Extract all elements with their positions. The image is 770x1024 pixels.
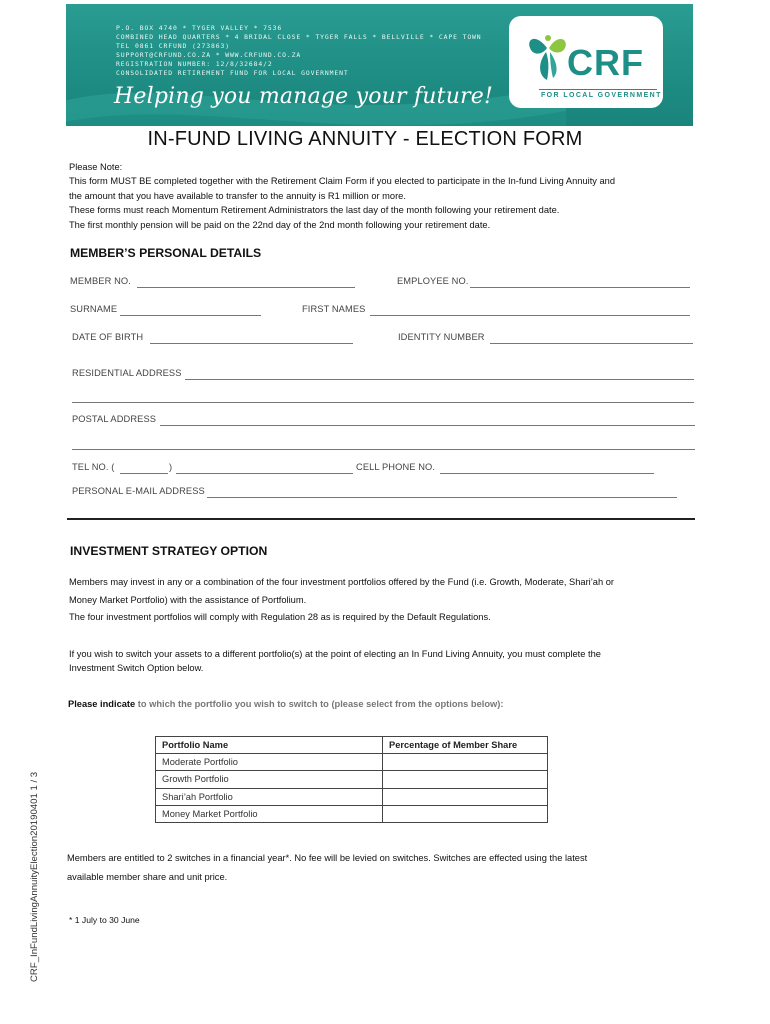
dob-label: DATE OF BIRTH bbox=[72, 332, 144, 342]
address-line: P.O. BOX 4740 * TYGER VALLEY * 7536 bbox=[116, 24, 283, 32]
percentage-input-cell[interactable] bbox=[383, 771, 548, 788]
switch-text: Investment Switch Option below. bbox=[69, 663, 204, 674]
member-no-field[interactable] bbox=[137, 287, 355, 288]
indicate-bold: Please indicate bbox=[68, 699, 136, 709]
switch-paragraph bbox=[69, 647, 709, 676]
note-line: the amount that you have available to transfer to the annuity is R1 million or more. bbox=[69, 190, 406, 201]
table-row bbox=[156, 771, 548, 788]
tel-close-paren: ) bbox=[169, 462, 173, 472]
entitlement-text: Members are entitled to 2 switches in a financial year*. No fee will be levied on switches. Switches are effected using the latest bbox=[67, 853, 588, 863]
portfolio-name-cell: Shari’ah Portfolio bbox=[156, 788, 383, 805]
page-title: IN-FUND LIVING ANNUITY - ELECTION FORM bbox=[147, 128, 583, 150]
switch-entitlement bbox=[67, 849, 717, 887]
portfolio-name-header: Portfolio Name bbox=[156, 737, 383, 754]
portfolio-name-cell: Money Market Portfolio bbox=[156, 805, 383, 822]
butterfly-logo-icon bbox=[525, 30, 571, 82]
address-line: COMBINED HEAD QUARTERS * 4 BRIDAL CLOSE * TYGER FALLS * BELLVILLE * CAPE TOWN bbox=[116, 33, 482, 41]
percentage-header: Percentage of Member Share bbox=[383, 737, 548, 754]
employee-no-field[interactable] bbox=[470, 287, 690, 288]
investment-text: Money Market Portfolio) with the assistance of Portfolium. bbox=[69, 594, 307, 605]
note-block bbox=[69, 160, 709, 232]
employee-no-label: EMPLOYEE NO. bbox=[397, 276, 469, 286]
note-heading: Please Note: bbox=[69, 162, 123, 172]
residential-address-field[interactable] bbox=[185, 379, 694, 380]
id-number-field[interactable] bbox=[490, 343, 693, 344]
cell-phone-label: CELL PHONE NO. bbox=[356, 462, 436, 472]
surname-label: SURNAME bbox=[70, 304, 118, 314]
percentage-input-cell[interactable] bbox=[383, 754, 548, 771]
portfolio-name-cell: Growth Portfolio bbox=[156, 771, 383, 788]
percentage-input-cell[interactable] bbox=[383, 805, 548, 822]
table-row bbox=[156, 754, 548, 771]
investment-paragraph bbox=[69, 574, 709, 627]
investment-text: Members may invest in any or a combination of the four investment portfolios offered by the Fund (i.e. Growth, Moderate, Shari’ah or bbox=[69, 577, 614, 587]
email-field[interactable] bbox=[207, 497, 677, 498]
tagline: Helping you manage your future! bbox=[114, 84, 494, 109]
personal-details-heading: MEMBER’S PERSONAL DETAILS bbox=[70, 246, 262, 260]
note-line: The first monthly pension will be paid on the 22nd day of the 2nd month following your retirement date. bbox=[69, 219, 491, 230]
indicate-instruction bbox=[68, 699, 503, 709]
address-line: REGISTRATION NUMBER: 12/8/32684/2 bbox=[116, 60, 273, 68]
surname-field[interactable] bbox=[120, 315, 261, 316]
tel-label: TEL NO. ( bbox=[72, 462, 115, 472]
table-row bbox=[156, 805, 548, 822]
cell-phone-field[interactable] bbox=[440, 473, 654, 474]
percentage-input-cell[interactable] bbox=[383, 788, 548, 805]
document-reference: CRF_InFundLivingAnnuityElection20190401 1 / 3 bbox=[29, 771, 40, 982]
crf-logo bbox=[509, 16, 663, 108]
email-label: PERSONAL E-MAIL ADDRESS bbox=[72, 486, 205, 496]
indicate-rest: to which the portfolio you wish to switch to (please select from the options below): bbox=[135, 699, 504, 709]
dob-field[interactable] bbox=[150, 343, 353, 344]
table-row bbox=[156, 788, 548, 805]
investment-text: The four investment portfolios will comply with Regulation 28 as is required by the Default Regulations. bbox=[69, 612, 491, 622]
id-number-label: IDENTITY NUMBER bbox=[398, 332, 485, 342]
postal-address-field-2[interactable] bbox=[72, 449, 695, 450]
note-line: This form MUST BE completed together with the Retirement Claim Form if you elected to participate in the In-fund Living Annuity and bbox=[69, 176, 616, 187]
address-line: SUPPORT@CRFUND.CO.ZA * WWW.CRFUND.CO.ZA bbox=[116, 51, 302, 59]
tel-number-field[interactable] bbox=[176, 473, 353, 474]
logo-subtitle: FOR LOCAL GOVERNMENT bbox=[541, 92, 662, 99]
member-no-label: MEMBER NO. bbox=[70, 276, 131, 286]
tel-area-code-field[interactable] bbox=[120, 473, 168, 474]
address-line: TEL 0861 CRFUND (273863) bbox=[116, 42, 230, 50]
footnote: * 1 July to 30 June bbox=[69, 915, 140, 925]
address-line: CONSOLIDATED RETIREMENT FUND FOR LOCAL GOVERNMENT bbox=[116, 69, 349, 77]
postal-address-field[interactable] bbox=[160, 425, 695, 426]
portfolio-name-cell: Moderate Portfolio bbox=[156, 754, 383, 771]
table-header-row bbox=[156, 737, 548, 754]
first-names-label: FIRST NAMES bbox=[302, 304, 366, 314]
postal-address-label: POSTAL ADDRESS bbox=[72, 414, 157, 424]
entitlement-text: available member share and unit price. bbox=[67, 872, 228, 882]
first-names-field[interactable] bbox=[370, 315, 690, 316]
switch-text: If you wish to switch your assets to a different portfolio(s) at the point of electing an In Fund Living Annuity, you must complete the bbox=[69, 649, 601, 659]
section-divider bbox=[67, 518, 695, 520]
header-banner bbox=[66, 4, 693, 126]
residential-address-label: RESIDENTIAL ADDRESS bbox=[72, 368, 182, 378]
residential-address-field-2[interactable] bbox=[72, 402, 694, 403]
portfolio-table bbox=[155, 736, 548, 823]
investment-heading: INVESTMENT STRATEGY OPTION bbox=[70, 544, 268, 558]
logo-text: CRF bbox=[567, 42, 644, 83]
note-line: These forms must reach Momentum Retirement Administrators the last day of the month following your retirement date. bbox=[69, 205, 560, 216]
